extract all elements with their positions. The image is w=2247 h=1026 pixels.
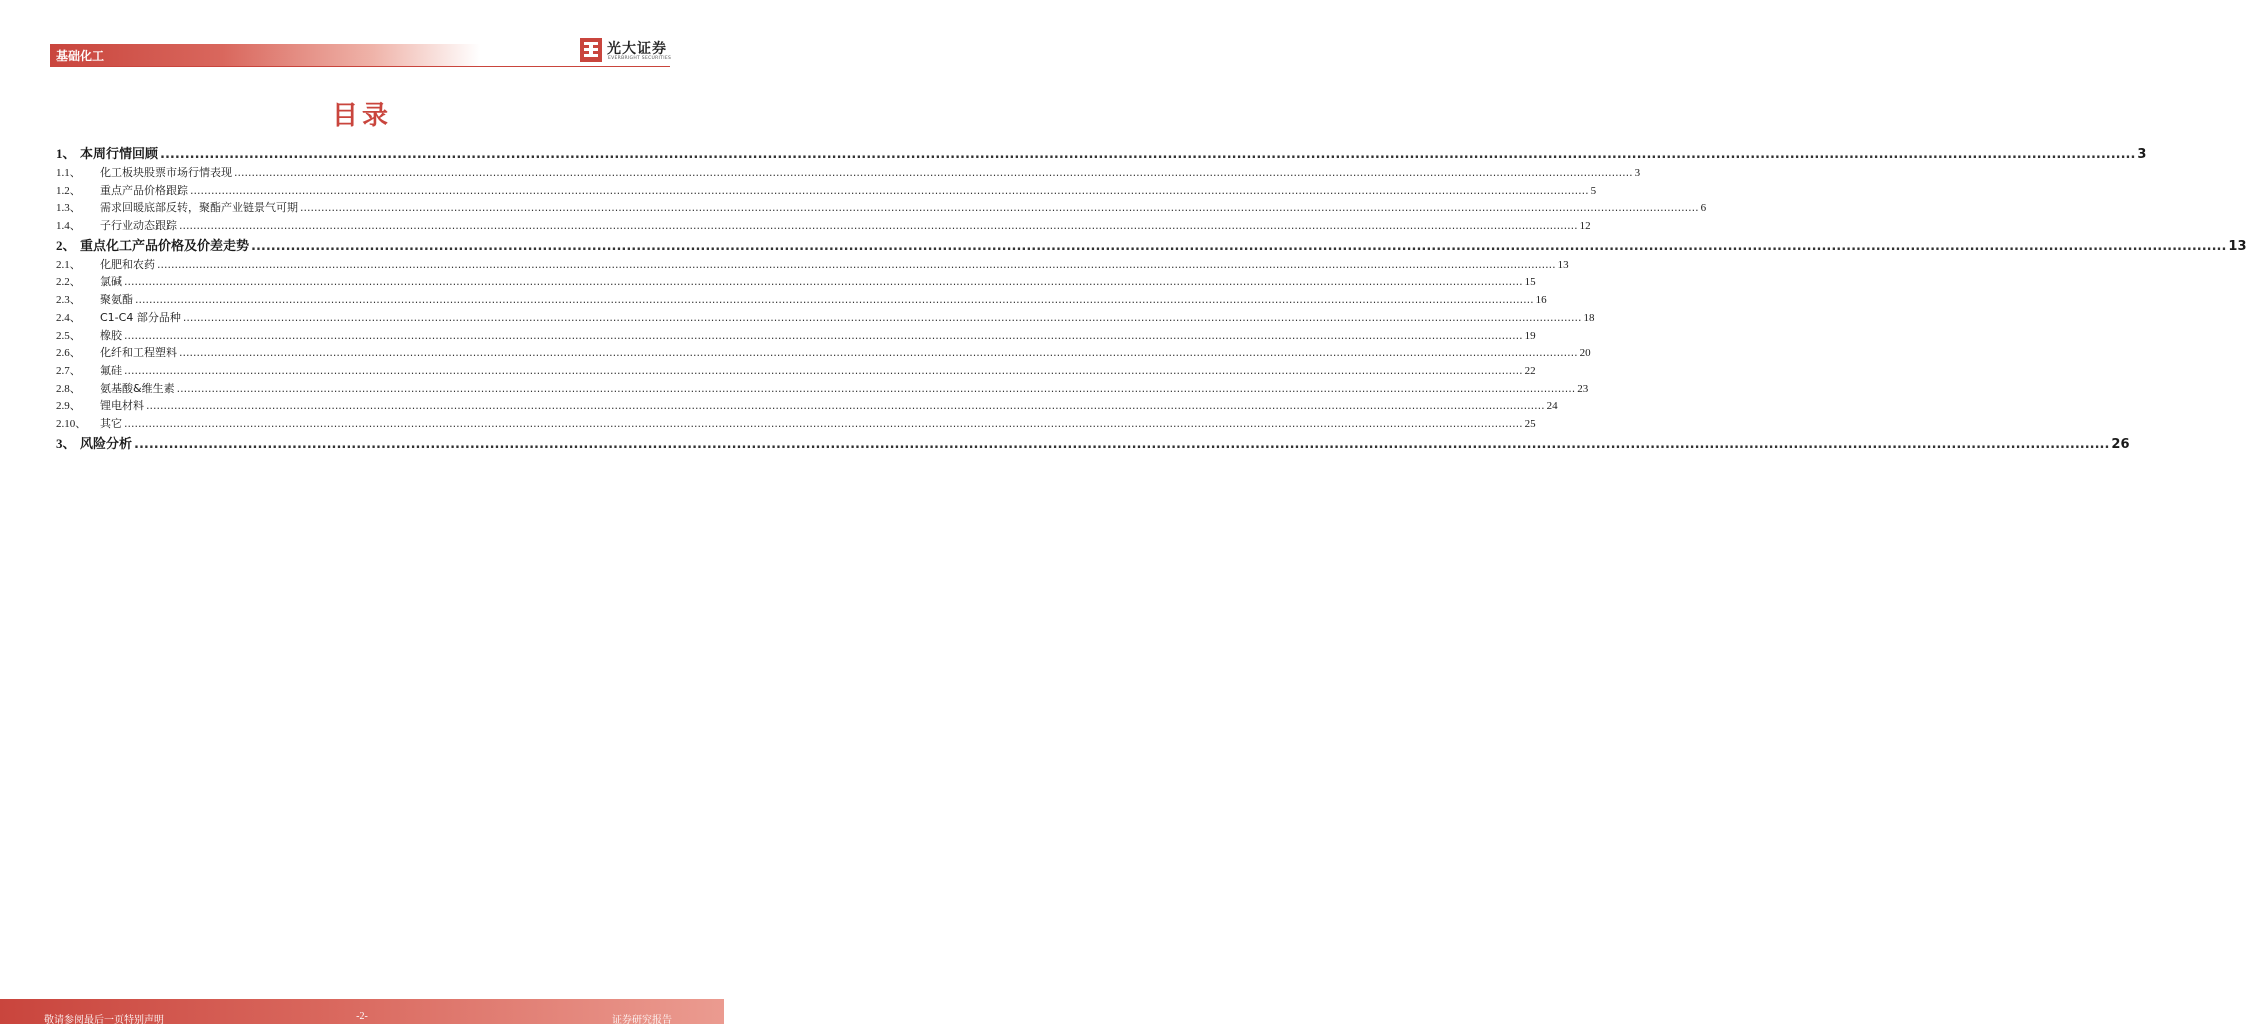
toc-entry[interactable] (56, 235, 2247, 256)
header-divider (50, 66, 670, 67)
toc-entry-number: 2.9、 (56, 400, 81, 413)
toc-entry-number: 2.4、 (56, 311, 81, 324)
page-number: -2- (356, 1011, 368, 1022)
toc-entry-page: 13 (1557, 258, 1569, 271)
toc-entry[interactable] (56, 397, 1558, 415)
toc-entry-page: 13 (2228, 238, 2247, 254)
toc-entry[interactable] (56, 182, 1597, 200)
toc-leader-dots: ................................................................................................................................................................................................................................................................................................................................................................................................................ (124, 328, 1523, 342)
toc-entry-page: 22 (1524, 364, 1536, 377)
toc-entry-number: 1.4、 (56, 220, 81, 233)
toc-entry-label: 本周行情回顾 (80, 147, 159, 162)
toc-entry-label: 需求回暖底部反转，聚酯产业链景气可期 (100, 201, 298, 215)
toc-entry-page: 25 (1524, 417, 1536, 430)
toc-entry-page: 16 (1535, 294, 1547, 307)
toc-entry-number: 2.3、 (56, 294, 81, 307)
toc-entry-number: 1.2、 (56, 184, 81, 197)
toc-entry-page: 3 (1634, 167, 1641, 179)
toc-entry-number: 2.10、 (56, 417, 87, 430)
company-logo (580, 38, 675, 64)
toc-entry[interactable] (56, 256, 1569, 274)
toc-entry[interactable] (56, 344, 1591, 362)
toc-entry-label: 重点产品价格跟踪 (100, 183, 188, 197)
toc-entry-page: 19 (1524, 329, 1536, 342)
toc-entry-label: 化肥和农药 (100, 257, 155, 271)
toc-entry-label: 化纤和工程塑料 (100, 346, 177, 360)
toc-entry-number: 2.7、 (56, 364, 81, 377)
logo-text-cn: 光大证券 (607, 41, 667, 57)
toc-entry[interactable] (56, 143, 2147, 164)
logo-text-en: EVERBRIGHT SECURITIES (608, 56, 672, 61)
toc-entry[interactable] (56, 309, 1595, 327)
toc-entry-page: 3 (2137, 147, 2147, 162)
toc-entry[interactable] (56, 273, 1536, 291)
toc-entry-page: 18 (1583, 311, 1595, 324)
toc-entry-label: 子行业动态跟踪 (100, 219, 177, 233)
toc-entry-page: 12 (1579, 220, 1591, 233)
toc-leader-dots: ................................................................................................................................................................................................................................................................................................................................................................................................................ (160, 147, 2136, 162)
footer-report-type: 证券研究报告 (612, 1015, 672, 1026)
toc-leader-dots: ................................................................................................................................................................................................................................................................................................................................................................................................................ (134, 436, 2110, 452)
header-bar (50, 44, 480, 66)
toc-entry-number: 1.1、 (56, 167, 81, 179)
toc-entry-page: 5 (1590, 184, 1597, 197)
toc-entry[interactable] (56, 380, 1589, 398)
toc-entry-label: C1-C4 部分品种 (100, 310, 181, 324)
toc-entry[interactable] (56, 327, 1536, 345)
toc-entry-label: 风险分析 (80, 436, 133, 452)
toc-entry-label: 化工板块股票市场行情表现 (100, 166, 232, 179)
toc-leader-dots: ................................................................................................................................................................................................................................................................................................................................................................................................................ (146, 399, 1545, 413)
page-title: 目录 (331, 101, 392, 131)
toc-leader-dots: ................................................................................................................................................................................................................................................................................................................................................................................................................ (179, 346, 1578, 360)
toc-entry[interactable] (56, 291, 1547, 309)
toc-entry-number: 1.3、 (56, 202, 81, 215)
toc-leader-dots: ................................................................................................................................................................................................................................................................................................................................................................................................................ (124, 416, 1523, 430)
toc-entry-number: 2、 (56, 237, 76, 253)
toc-entry-number: 2.5、 (56, 329, 81, 342)
section-label: 基础化工 (56, 49, 105, 63)
toc-entry-label: 其它 (100, 416, 122, 430)
toc-leader-dots: ................................................................................................................................................................................................................................................................................................................................................................................................................ (182, 310, 1582, 324)
toc-leader-dots: ................................................................................................................................................................................................................................................................................................................................................................................................................ (234, 166, 1633, 179)
toc-entry-label: 重点化工产品价格及价差走势 (80, 238, 250, 254)
toc-entry-page: 23 (1577, 382, 1589, 395)
toc-leader-dots: ................................................................................................................................................................................................................................................................................................................................................................................................................ (190, 183, 1589, 197)
toc-entry-label: 氨基酸&维生素 (100, 381, 175, 395)
toc-entry[interactable] (56, 362, 1536, 380)
toc-leader-dots: ................................................................................................................................................................................................................................................................................................................................................................................................................ (157, 257, 1556, 271)
toc-entry-page: 15 (1524, 276, 1536, 289)
toc-leader-dots: ................................................................................................................................................................................................................................................................................................................................................................................................................ (179, 219, 1578, 233)
toc-entry-number: 2.1、 (56, 258, 81, 271)
everbright-logo-icon (580, 38, 602, 62)
toc-entry-page: 24 (1546, 400, 1558, 413)
toc-leader-dots: ................................................................................................................................................................................................................................................................................................................................................................................................................ (300, 201, 1699, 215)
toc-leader-dots: ................................................................................................................................................................................................................................................................................................................................................................................................................ (135, 293, 1534, 307)
toc-entry-label: 橡胶 (100, 328, 122, 342)
toc-entry-label: 氯碱 (100, 275, 122, 289)
toc-entry-number: 3、 (56, 435, 76, 451)
toc-entry-number: 2.2、 (56, 276, 81, 289)
toc-entry-page: 26 (2111, 436, 2130, 452)
toc-entry[interactable] (56, 415, 1536, 433)
table-of-contents (56, 143, 2247, 454)
toc-entry-page: 20 (1579, 347, 1591, 360)
footer-disclaimer: 敬请参阅最后一页特别声明 (44, 1015, 164, 1026)
toc-leader-dots: ................................................................................................................................................................................................................................................................................................................................................................................................................ (251, 238, 2227, 254)
toc-entry[interactable] (56, 217, 1591, 235)
toc-entry[interactable] (56, 433, 2130, 454)
toc-entry-label: 锂电材料 (100, 399, 144, 413)
toc-leader-dots: ................................................................................................................................................................................................................................................................................................................................................................................................................ (124, 275, 1523, 289)
toc-leader-dots: ................................................................................................................................................................................................................................................................................................................................................................................................................ (124, 363, 1523, 377)
toc-entry-label: 聚氨酯 (100, 293, 133, 307)
toc-entry-number: 2.6、 (56, 347, 81, 360)
toc-entry-page: 6 (1700, 202, 1707, 215)
toc-entry-number: 2.8、 (56, 382, 81, 395)
toc-entry[interactable] (56, 199, 1707, 217)
toc-entry-label: 氟硅 (100, 363, 122, 377)
toc-entry[interactable] (56, 164, 1641, 182)
toc-leader-dots: ................................................................................................................................................................................................................................................................................................................................................................................................................ (176, 381, 1576, 395)
toc-entry-number: 1、 (56, 146, 76, 161)
